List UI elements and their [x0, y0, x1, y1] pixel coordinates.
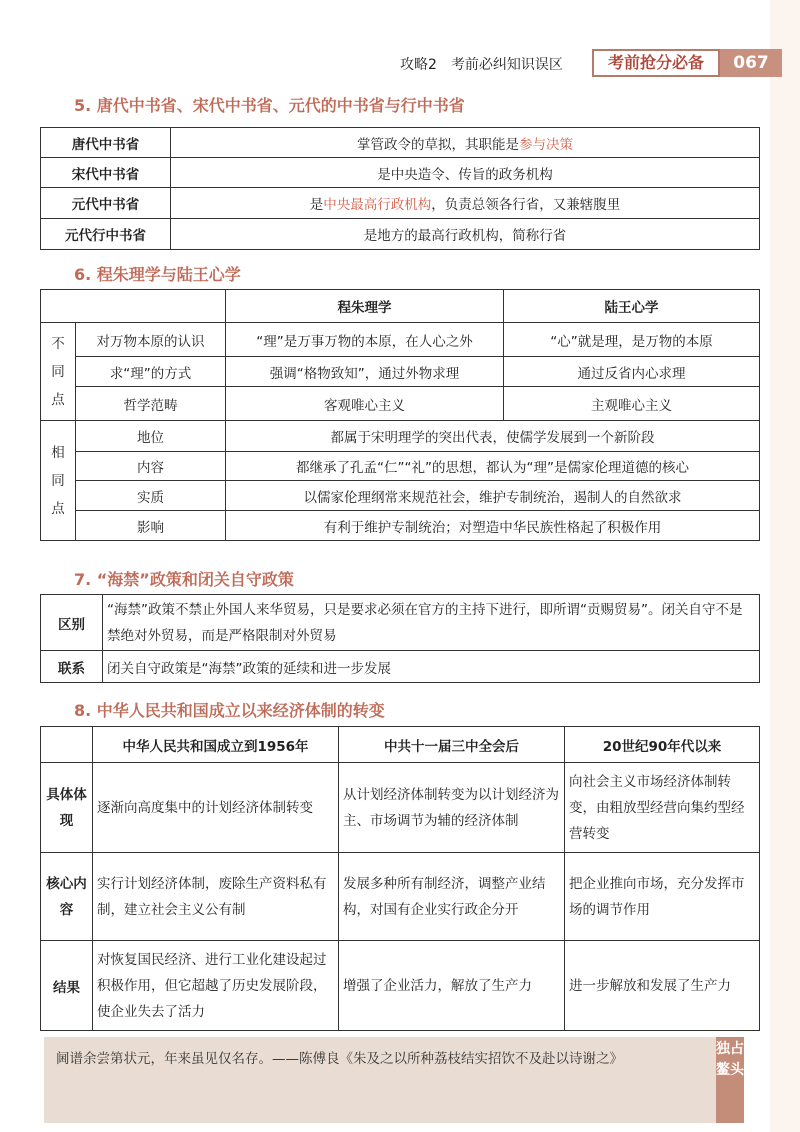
row-label: 区别 — [41, 595, 103, 651]
strategy-label: 攻略2 考前必纠知识误区 — [400, 57, 563, 73]
shared-cell: 都属于宋明理学的突出代表，使儒学发展到一个新阶段 — [226, 421, 760, 452]
table-row — [41, 357, 760, 387]
section-5-title: 5. 唐代中书省、宋代中书省、元代的中书省与行中书省 — [74, 96, 465, 115]
col-header-period-2: 中共十一届三中全会后 — [339, 727, 565, 763]
cell-luwang: “心”就是理，是万物的本原 — [504, 323, 760, 357]
quote-text: 阃谱余尝第状元，年来虽见仅名存。——陈傅良《朱及之以所种荔枝结实招饮不及赴以诗谢之》 — [56, 1051, 623, 1067]
cell-chengzhu: “理”是万事万物的本原，在人心之外 — [226, 323, 504, 357]
cell: 逐渐向高度集中的计划经济体制转变 — [93, 763, 339, 853]
lixue-xinxue-table — [40, 289, 760, 541]
page-header — [0, 48, 800, 80]
table-row — [41, 421, 760, 452]
row-label: 核心内容 — [41, 853, 93, 941]
diff-group-label: 不同点 — [41, 323, 76, 421]
aspect-label: 哲学范畴 — [76, 387, 226, 421]
row-label: 具体体现 — [41, 763, 93, 853]
cell: 进一步解放和发展了生产力 — [565, 941, 760, 1031]
col-header-luwang: 陆王心学 — [504, 290, 760, 323]
cell: 把企业推向市场，充分发挥市场的调节作用 — [565, 853, 760, 941]
aspect-label: 求“理”的方式 — [76, 357, 226, 387]
table-row — [41, 128, 760, 158]
row-content: “海禁”政策不禁止外国人来华贸易，只是要求必须在官方的主持下进行，即所谓“贡赐贸易”。闭关自守不是禁绝对外贸易，而是严格限制对外贸易 — [103, 595, 760, 651]
table-row — [41, 853, 760, 941]
col-header-period-1: 中华人民共和国成立到1956年 — [93, 727, 339, 763]
cell-chengzhu: 强调“格物致知”，通过外物求理 — [226, 357, 504, 387]
col-header-chengzhu: 程朱理学 — [226, 290, 504, 323]
aspect-label: 内容 — [76, 452, 226, 481]
col-header-period-3: 20世纪90年代以来 — [565, 727, 760, 763]
row-label: 宋代中书省 — [41, 158, 171, 188]
table-row — [41, 158, 760, 188]
cell-chengzhu: 客观唯心主义 — [226, 387, 504, 421]
table-row — [41, 387, 760, 421]
shared-cell: 都继承了孔孟“仁”“礼”的思想，都认为“理”是儒家伦理道德的核心 — [226, 452, 760, 481]
table-row — [41, 595, 760, 651]
table-row — [41, 481, 760, 511]
aspect-label: 对万物本原的认识 — [76, 323, 226, 357]
zhongshusheng-table — [40, 127, 760, 250]
section-8-title: 8. 中华人民共和国成立以来经济体制的转变 — [74, 701, 385, 720]
cell: 实行计划经济体制，废除生产资料私有制，建立社会主义公有制 — [93, 853, 339, 941]
row-label: 唐代中书省 — [41, 128, 171, 158]
row-content: 掌管政令的草拟，其职能是参与决策 — [171, 128, 760, 158]
aspect-label: 地位 — [76, 421, 226, 452]
section-6-title: 6. 程朱理学与陆王心学 — [74, 265, 241, 284]
row-content: 闭关自守政策是“海禁”政策的延续和进一步发展 — [103, 651, 760, 683]
side-tab: 独占鳌头 — [716, 1037, 744, 1123]
row-label: 联系 — [41, 651, 103, 683]
table-row — [41, 763, 760, 853]
cell: 对恢复国民经济、进行工业化建设起过积极作用，但它超越了历史发展阶段，使企业失去了活力 — [93, 941, 339, 1031]
shared-cell: 有利于维护专制统治；对塑造中华民族性格起了积极作用 — [226, 511, 760, 541]
cell: 向社会主义市场经济体制转变，由粗放型经营向集约型经营转变 — [565, 763, 760, 853]
table-row — [41, 511, 760, 541]
table-row — [41, 452, 760, 481]
cell: 从计划经济体制转变为以计划经济为主、市场调节为辅的经济体制 — [339, 763, 565, 853]
shared-cell: 以儒家伦理纲常来规范社会，维护专制统治，遏制人的自然欲求 — [226, 481, 760, 511]
row-label: 元代行中书省 — [41, 219, 171, 250]
row-content: 是中央造令、传旨的政务机构 — [171, 158, 760, 188]
economy-table — [40, 726, 760, 1031]
cell: 发展多种所有制经济，调整产业结构，对国有企业实行政企分开 — [339, 853, 565, 941]
same-group-label: 相同点 — [41, 421, 76, 541]
page-edge-strip — [770, 0, 800, 1132]
page-number: 067 — [720, 49, 782, 77]
row-content: 是地方的最高行政机构，简称行省 — [171, 219, 760, 250]
aspect-label: 实质 — [76, 481, 226, 511]
section-7-title: 7. “海禁”政策和闭关自守政策 — [74, 570, 294, 589]
row-content: 是中央最高行政机构，负责总领各行省，又兼辖腹里 — [171, 188, 760, 219]
table-row — [41, 651, 760, 683]
book-badge: 考前抢分必备 — [592, 49, 720, 77]
table-header-row — [41, 727, 760, 763]
cell-luwang: 通过反省内心求理 — [504, 357, 760, 387]
table-row — [41, 323, 760, 357]
table-row — [41, 188, 760, 219]
cell: 增强了企业活力，解放了生产力 — [339, 941, 565, 1031]
row-label: 结果 — [41, 941, 93, 1031]
row-label: 元代中书省 — [41, 188, 171, 219]
table-row — [41, 219, 760, 250]
table-row — [41, 941, 760, 1031]
aspect-label: 影响 — [76, 511, 226, 541]
table-header-row — [41, 290, 760, 323]
cell-luwang: 主观唯心主义 — [504, 387, 760, 421]
haijin-table — [40, 594, 760, 683]
